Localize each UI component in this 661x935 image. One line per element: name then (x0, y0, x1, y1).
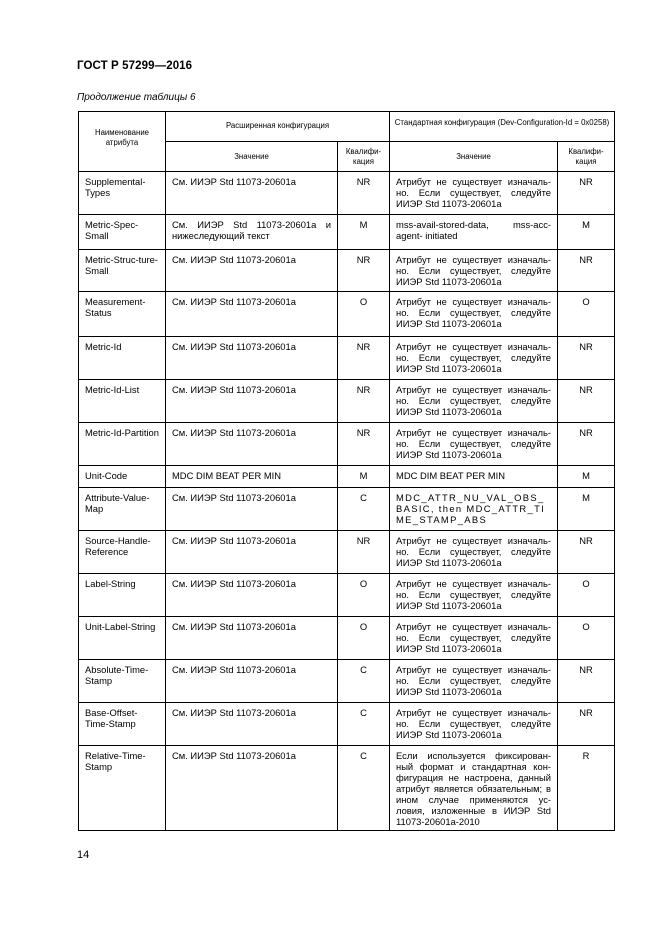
attribute-name-cell: Metric-Struc-ture-Small (79, 250, 166, 292)
attribute-name-cell: Label-String (79, 574, 166, 617)
std-qualification-cell: NR (558, 660, 615, 703)
std-qualification-cell: NR (558, 703, 615, 746)
ext-value-cell: См. ИИЭР Std 11073-20601a (166, 746, 338, 831)
std-value-cell: Атрибут не существует изначаль-но. Если существует, следуйте ИИЭР Std 11073-20601a (390, 423, 558, 466)
ext-value-cell: См. ИИЭР Std 11073-20601a и нижеследующий текст (166, 215, 338, 250)
attribute-name-cell: Unit-Code (79, 466, 166, 488)
ext-qualification-cell: NR (338, 380, 390, 423)
table-row (79, 660, 615, 703)
attribute-name-cell: Metric-Id-List (79, 380, 166, 423)
std-value-cell: Атрибут не существует изначаль-но. Если существует, следуйте ИИЭР Std 11073-20601a (390, 292, 558, 337)
table-row (79, 617, 615, 660)
ext-value-cell: MDC DIM BEAT PER MIN (166, 466, 338, 488)
std-value-cell: mss-avail-stored-data, mss-acc-agent- initiated (390, 215, 558, 250)
std-qualification-cell: O (558, 292, 615, 337)
ext-qualification-cell: NR (338, 337, 390, 380)
ext-qualification-cell: C (338, 703, 390, 746)
ext-value-cell: См. ИИЭР Std 11073-20601a (166, 172, 338, 215)
ext-value-cell: См. ИИЭР Std 11073-20601a (166, 574, 338, 617)
std-qualification-cell: NR (558, 423, 615, 466)
std-qualification-cell: O (558, 617, 615, 660)
ext-qualification-cell: O (338, 292, 390, 337)
attribute-name-cell: Attribute-Value-Map (79, 488, 166, 531)
std-qualification-cell: NR (558, 337, 615, 380)
ext-qualification-cell: NR (338, 423, 390, 466)
std-qualification-cell: M (558, 215, 615, 250)
std-qualification-cell: NR (558, 172, 615, 215)
standard-title: ГОСТ Р 57299—2016 (77, 60, 193, 72)
table-row (79, 292, 615, 337)
header-extended-config: Расширенная конфигурация (166, 112, 390, 142)
table-row (79, 380, 615, 423)
table-row (79, 703, 615, 746)
header-standard-config: Стандартная конфигурация (Dev-Configuration-Id = 0x0258) (390, 112, 615, 142)
table-row (79, 574, 615, 617)
ext-value-cell: См. ИИЭР Std 11073-20601a (166, 617, 338, 660)
attribute-name-cell: Metric-Id (79, 337, 166, 380)
std-value-cell: Атрибут не существует изначаль-но. Если существует, следуйте ИИЭР Std 11073-20601a (390, 250, 558, 292)
table-row (79, 337, 615, 380)
ext-qualification-cell: O (338, 574, 390, 617)
ext-qualification-cell: M (338, 466, 390, 488)
table-row (79, 531, 615, 574)
table-row (79, 423, 615, 466)
std-value-cell: Атрибут не существует изначаль-но. Если существует, следуйте ИИЭР Std 11073-20601a (390, 531, 558, 574)
header-std-qualification: Квалифи-кация (558, 142, 615, 172)
ext-qualification-cell: NR (338, 531, 390, 574)
std-value-cell: MDC DIM BEAT PER MIN (390, 466, 558, 488)
std-value-cell: Атрибут не существует изначаль-но. Если существует, следуйте ИИЭР Std 11073-20601a (390, 380, 558, 423)
std-value-cell: MDC_ATTR_NU_VAL_OBS_BASIC, then MDC_ATTR_TIME_STAMP_ABS (390, 488, 558, 531)
header-std-value: Значение (390, 142, 558, 172)
ext-qualification-cell: C (338, 746, 390, 831)
ext-qualification-cell: NR (338, 250, 390, 292)
table-row (79, 172, 615, 215)
table-row (79, 488, 615, 531)
ext-value-cell: См. ИИЭР Std 11073-20601a (166, 292, 338, 337)
attribute-name-cell: Measurement-Status (79, 292, 166, 337)
ext-qualification-cell: O (338, 617, 390, 660)
ext-value-cell: См. ИИЭР Std 11073-20601a (166, 423, 338, 466)
table-row (79, 466, 615, 488)
attribute-name-cell: Base-Offset-Time-Stamp (79, 703, 166, 746)
header-ext-qualification: Квалифи-кация (338, 142, 390, 172)
ext-qualification-cell: NR (338, 172, 390, 215)
attributes-table (78, 111, 615, 831)
ext-qualification-cell: C (338, 488, 390, 531)
ext-value-cell: См. ИИЭР Std 11073-20601a (166, 488, 338, 531)
std-qualification-cell: NR (558, 380, 615, 423)
header-ext-value: Значение (166, 142, 338, 172)
ext-value-cell: См. ИИЭР Std 11073-20601a (166, 380, 338, 423)
std-qualification-cell: O (558, 574, 615, 617)
table-continuation-caption: Продолжение таблицы 6 (77, 92, 196, 103)
attribute-name-cell: Relative-Time-Stamp (79, 746, 166, 831)
ext-qualification-cell: C (338, 660, 390, 703)
std-qualification-cell: NR (558, 531, 615, 574)
attribute-name-cell: Absolute-Time-Stamp (79, 660, 166, 703)
attribute-name-cell: Metric-Id-Partition (79, 423, 166, 466)
std-value-cell: Атрибут не существует изначаль-но. Если существует, следуйте ИИЭР Std 11073-20601a (390, 574, 558, 617)
ext-qualification-cell: M (338, 215, 390, 250)
std-value-cell: Атрибут не существует изначаль-но. Если существует, следуйте ИИЭР Std 11073-20601a (390, 617, 558, 660)
std-value-cell: Атрибут не существует изначаль-но. Если существует, следуйте ИИЭР Std 11073-20601a (390, 660, 558, 703)
ext-value-cell: См. ИИЭР Std 11073-20601a (166, 531, 338, 574)
std-value-cell: Если используется фиксирован-ный формат и стандартная кон-фигурация не настроена, данный атрибут является обязательным; в ином случае применяются ус-ловия, изложенные в ИИЭР Std 11073-20601a-2010 (390, 746, 558, 831)
ext-value-cell: См. ИИЭР Std 11073-20601a (166, 703, 338, 746)
std-qualification-cell: R (558, 746, 615, 831)
std-value-cell: Атрибут не существует изначаль-но. Если существует, следуйте ИИЭР Std 11073-20601a (390, 703, 558, 746)
table-row (79, 746, 615, 831)
std-qualification-cell: NR (558, 250, 615, 292)
attribute-name-cell: Unit-Label-String (79, 617, 166, 660)
attribute-name-cell: Source-Handle-Reference (79, 531, 166, 574)
std-qualification-cell: M (558, 466, 615, 488)
page-number: 14 (77, 849, 90, 861)
ext-value-cell: См. ИИЭР Std 11073-20601a (166, 337, 338, 380)
table-row (79, 215, 615, 250)
header-attribute-name: Наименование атрибута (79, 112, 166, 172)
std-value-cell: Атрибут не существует изначаль-но. Если существует, следуйте ИИЭР Std 11073-20601a (390, 337, 558, 380)
std-qualification-cell: M (558, 488, 615, 531)
ext-value-cell: См. ИИЭР Std 11073-20601a (166, 250, 338, 292)
attribute-name-cell: Supplemental-Types (79, 172, 166, 215)
std-value-cell: Атрибут не существует изначаль-но. Если существует, следуйте ИИЭР Std 11073-20601a (390, 172, 558, 215)
attribute-name-cell: Metric-Spec-Small (79, 215, 166, 250)
table-row (79, 250, 615, 292)
ext-value-cell: См. ИИЭР Std 11073-20601a (166, 660, 338, 703)
